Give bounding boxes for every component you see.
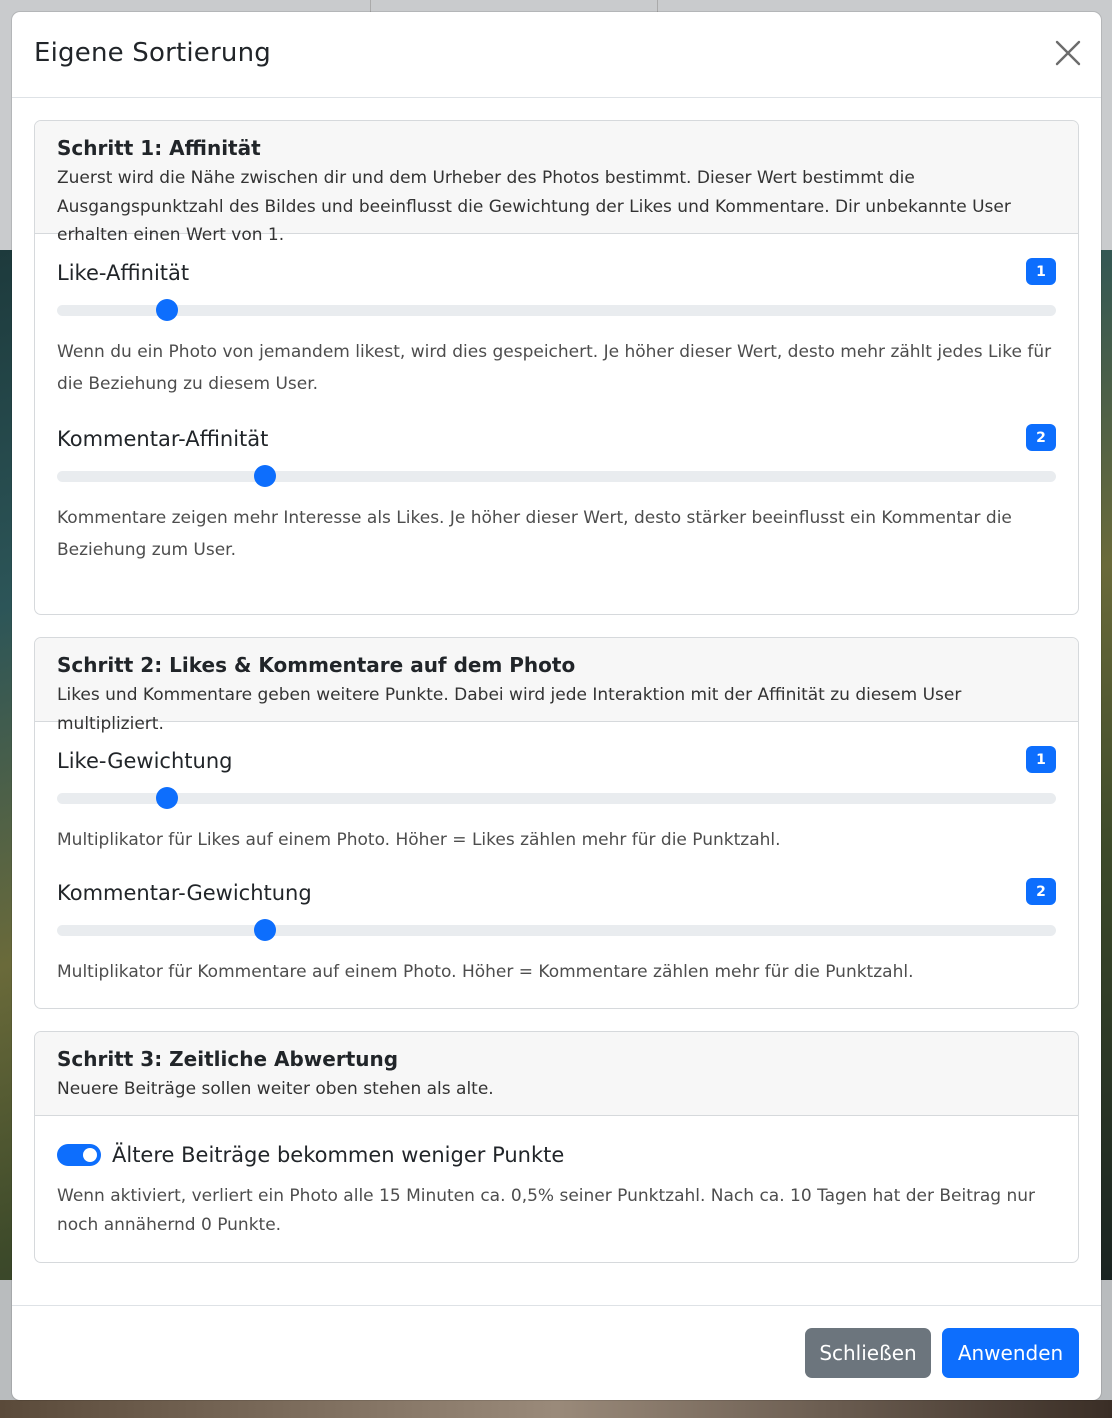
step-1-body [35, 234, 1078, 614]
comment-weight-control [57, 878, 1056, 1008]
comment-affinity-slider-thumb[interactable] [254, 465, 276, 487]
close-modal-button[interactable]: Schließen [805, 1328, 931, 1378]
comment-weight-slider-track[interactable] [57, 925, 1056, 936]
like-weight-slider-track[interactable] [57, 793, 1056, 804]
step-2-card [34, 637, 1079, 1009]
step-2-title: Schritt 2: Likes & Kommentare auf dem Photo [57, 653, 576, 677]
time-decay-toggle[interactable] [57, 1144, 101, 1166]
like-weight-control [57, 722, 1056, 856]
comment-affinity-value-badge: 2 [1026, 424, 1056, 451]
background-photo-strip [0, 1400, 1112, 1418]
toggle-knob [83, 1148, 97, 1162]
step-1-title: Schritt 1: Affinität [57, 136, 261, 160]
like-weight-value-badge: 1 [1026, 746, 1056, 773]
like-weight-label: Like-Gewichtung [57, 749, 233, 773]
comment-affinity-slider-track[interactable] [57, 471, 1056, 482]
apply-button[interactable]: Anwenden [942, 1328, 1079, 1378]
step-3-description: Neuere Beiträge sollen weiter oben stehen als alte. [57, 1079, 494, 1099]
step-2-body [35, 722, 1078, 1008]
comment-weight-label: Kommentar-Gewichtung [57, 881, 312, 905]
close-button[interactable] [1055, 40, 1081, 66]
step-2-header [35, 638, 1078, 734]
step-3-body [35, 1116, 1078, 1262]
like-affinity-label: Like-Affinität [57, 261, 190, 285]
custom-sort-modal [12, 12, 1101, 1400]
comment-weight-hint: Multiplikator für Kommentare auf einem Photo. Höher = Kommentare zählen mehr für die Punktzahl. [57, 962, 914, 982]
step-3-card [34, 1031, 1079, 1263]
step-1-description: Zuerst wird die Nähe zwischen dir und dem Urheber des Photos bestimmt. Dieser Wert bestimmt die Ausgangspunktzahl des Bildes und beeinflusst die Gewichtung der Likes und Kommentare. Dir unbekannte User erhalten einen Wert von 1. [57, 168, 1011, 245]
like-affinity-value-badge: 1 [1026, 258, 1056, 285]
like-affinity-hint: Wenn du ein Photo von jemandem likest, wird dies gespeichert. Je höher dieser Wert, desto mehr zählt jedes Like für die Beziehung zu diesem User. [57, 342, 1052, 394]
close-icon [1055, 40, 1081, 66]
like-weight-slider-thumb[interactable] [156, 787, 178, 809]
like-affinity-control [57, 234, 1056, 404]
step-1-card [34, 120, 1079, 615]
modal-header [12, 12, 1101, 98]
step-2-description: Likes und Kommentare geben weitere Punkte. Dabei wird jede Interaktion mit der Affinität zu diesem User multipliziert. [57, 685, 962, 734]
comment-affinity-label: Kommentar-Affinität [57, 427, 269, 451]
comment-weight-value-badge: 2 [1026, 878, 1056, 905]
time-decay-toggle-label[interactable]: Ältere Beiträge bekommen weniger Punkte [112, 1143, 565, 1167]
step-1-header [35, 121, 1078, 245]
modal-footer [12, 1305, 1101, 1400]
modal-title: Eigene Sortierung [34, 38, 271, 68]
like-affinity-slider-thumb[interactable] [156, 299, 178, 321]
step-3-title: Schritt 3: Zeitliche Abwertung [57, 1047, 399, 1071]
comment-affinity-hint: Kommentare zeigen mehr Interesse als Likes. Je höher dieser Wert, desto stärker beeinflusst ein Kommentar die Beziehung zum User. [57, 508, 1012, 560]
comment-affinity-control [57, 424, 1056, 594]
comment-weight-slider-thumb[interactable] [254, 919, 276, 941]
step-3-header [35, 1032, 1078, 1116]
like-weight-hint: Multiplikator für Likes auf einem Photo. Höher = Likes zählen mehr für die Punktzahl. [57, 830, 781, 850]
like-affinity-slider-track[interactable] [57, 305, 1056, 316]
time-decay-hint: Wenn aktiviert, verliert ein Photo alle 15 Minuten ca. 0,5% seiner Punktzahl. Nach ca. 10 Tagen hat der Beitrag nur noch annähernd 0 Punkte. [57, 1186, 1036, 1235]
